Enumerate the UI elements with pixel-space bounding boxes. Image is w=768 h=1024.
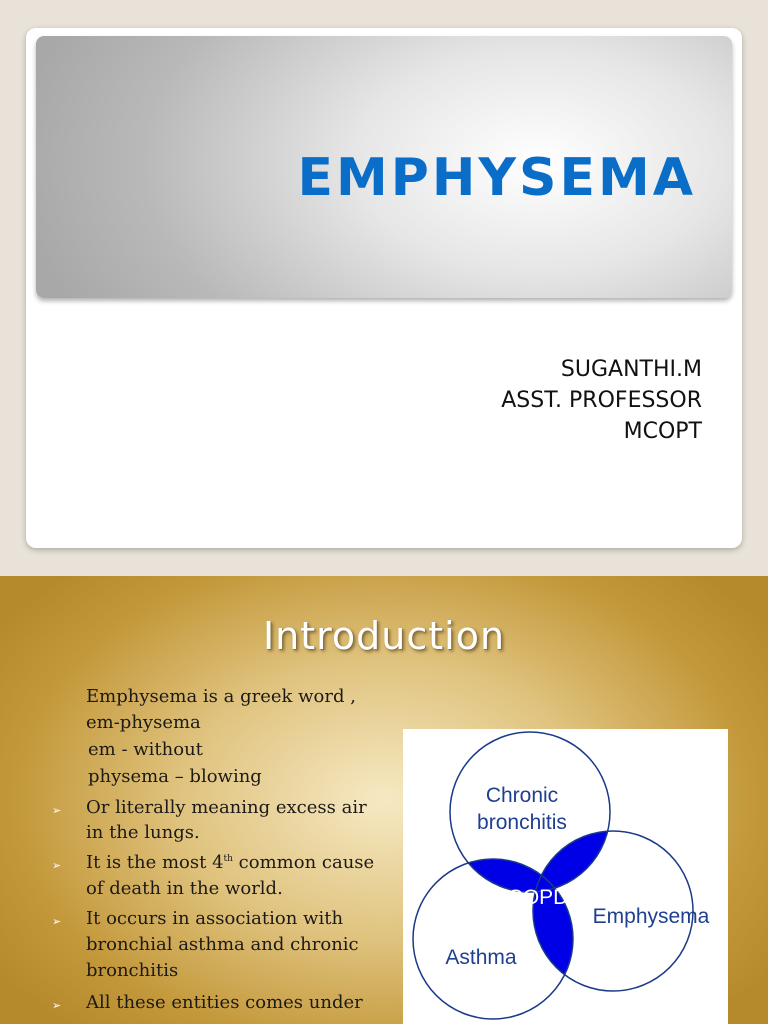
bullet-text: Emphysema is a greek word , bbox=[86, 686, 356, 707]
author-block bbox=[501, 354, 702, 447]
title-panel bbox=[36, 36, 732, 298]
venn-svg bbox=[403, 729, 728, 1024]
bullet-text: It is the most 4th common cause bbox=[86, 852, 375, 873]
bullet-text: bronchial asthma and chronic bbox=[86, 934, 359, 955]
bullet-text: All these entities comes under bbox=[86, 992, 363, 1013]
label-copd: COPD bbox=[507, 886, 569, 909]
bullet-text: physema – blowing bbox=[88, 766, 262, 787]
bullet-text: in the lungs. bbox=[86, 822, 200, 843]
bullet-marker: ➢ bbox=[52, 915, 62, 928]
label-emphysema: Emphysema bbox=[592, 905, 710, 928]
label-chronic: Chronic bbox=[485, 784, 559, 807]
slide-title: EMPHYSEMA bbox=[297, 148, 696, 208]
bullet-text: Or literally meaning excess air bbox=[86, 797, 367, 818]
author-name: SUGANTHI.M bbox=[560, 357, 702, 382]
bullet-marker: ➢ bbox=[52, 804, 62, 817]
bullet-marker: ➢ bbox=[52, 859, 62, 872]
bullet-text: It occurs in association with bbox=[86, 908, 344, 929]
slide-heading: Introduction bbox=[262, 614, 506, 658]
bullet-text: bronchitis bbox=[86, 960, 179, 981]
bullet-text: em-physema bbox=[86, 712, 201, 733]
bullet-text: of death in the world. bbox=[86, 878, 283, 899]
bullet-marker: ➢ bbox=[52, 999, 62, 1012]
label-asthma: Asthma bbox=[445, 946, 517, 969]
copd-venn-diagram bbox=[403, 729, 728, 1024]
bullet-text: em - without bbox=[88, 739, 203, 760]
title-slide bbox=[26, 28, 742, 548]
introduction-slide bbox=[0, 576, 768, 1024]
author-institution: MCOPT bbox=[623, 419, 702, 444]
author-position: ASST. PROFESSOR bbox=[501, 388, 702, 413]
label-bronchitis: bronchitis bbox=[477, 811, 567, 834]
